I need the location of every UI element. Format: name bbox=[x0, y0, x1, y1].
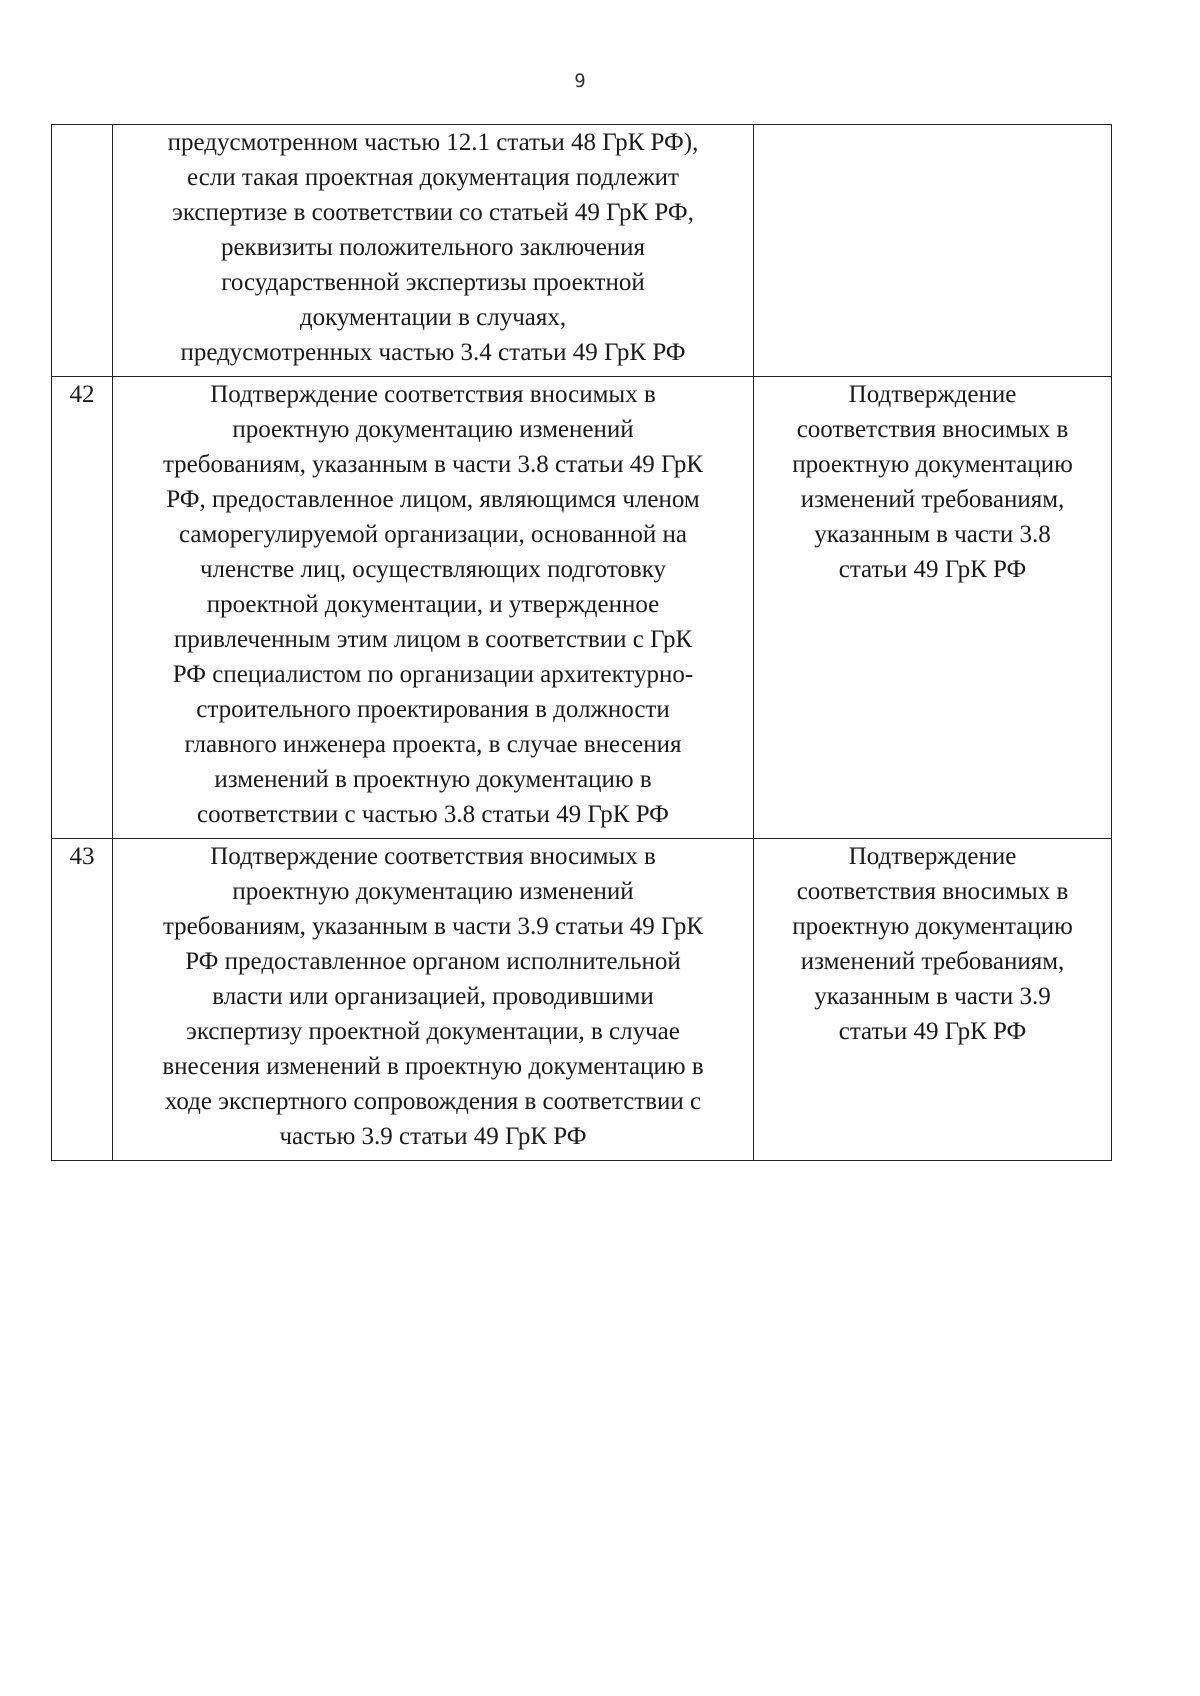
document-line: Подтверждение bbox=[848, 381, 1017, 408]
document-name-cell bbox=[754, 839, 1112, 1161]
row-number-cell bbox=[52, 377, 113, 839]
description-line: реквизиты положительного заключения bbox=[220, 234, 646, 261]
description-line: Подтверждение соответствия вносимых в bbox=[210, 381, 656, 408]
row-number-cell bbox=[52, 125, 113, 377]
description-line: требованиям, указанным в части 3.9 статьи 49 ГрК bbox=[162, 913, 704, 940]
description-line: проектную документацию изменений bbox=[232, 878, 634, 905]
description-line: Подтверждение соответствия вносимых в bbox=[210, 843, 656, 870]
description-line: строительного проектирования в должности bbox=[196, 696, 670, 723]
document-line: указанным в части 3.9 bbox=[814, 983, 1051, 1010]
row-number: 42 bbox=[69, 381, 95, 408]
document-name-cell bbox=[754, 377, 1112, 839]
description-line: предусмотренных частью 3.4 статьи 49 ГрК РФ bbox=[180, 339, 686, 366]
description-line: предусмотренном частью 12.1 статьи 48 ГрК РФ), bbox=[167, 129, 699, 156]
description-line: главного инженера проекта, в случае внесения bbox=[184, 731, 682, 758]
document-name-cell bbox=[754, 125, 1112, 377]
description-line: РФ специалистом по организации архитектурно- bbox=[172, 661, 694, 688]
document-line: изменений требованиям, bbox=[800, 486, 1065, 513]
table-row bbox=[52, 377, 1112, 839]
description-line: экспертизу проектной документации, в случае bbox=[186, 1018, 680, 1045]
document-line: соответствия вносимых в bbox=[796, 878, 1069, 905]
description-line: требованиям, указанным в части 3.8 статьи 49 ГрК bbox=[162, 451, 704, 478]
description-line: изменений в проектную документацию в bbox=[214, 766, 652, 793]
description-line: частью 3.9 статьи 49 ГрК РФ bbox=[279, 1123, 587, 1150]
table-row bbox=[52, 125, 1112, 377]
document-line: статьи 49 ГрК РФ bbox=[838, 1018, 1027, 1045]
description-line: внесения изменений в проектную документацию в bbox=[162, 1053, 704, 1080]
document-line: статьи 49 ГрК РФ bbox=[838, 556, 1027, 583]
table-row bbox=[52, 839, 1112, 1161]
description-line: проектную документацию изменений bbox=[232, 416, 634, 443]
requirements-table bbox=[51, 124, 1112, 1161]
requirement-description-cell bbox=[113, 125, 754, 377]
description-line: документации в случаях, bbox=[299, 304, 567, 331]
document-line: изменений требованиям, bbox=[800, 948, 1065, 975]
table-body bbox=[52, 125, 1112, 1161]
description-line: проектной документации, и утвержденное bbox=[206, 591, 660, 618]
description-line: ходе экспертного сопровождения в соответствии с bbox=[164, 1088, 702, 1115]
document-line: проектную документацию bbox=[792, 451, 1073, 478]
description-line: соответствии с частью 3.8 статьи 49 ГрК РФ bbox=[197, 801, 669, 828]
description-line: если такая проектная документация подлежит bbox=[187, 164, 679, 191]
description-line: экспертизе в соответствии со статьей 49 ГрК РФ, bbox=[172, 199, 694, 226]
document-line: соответствия вносимых в bbox=[796, 416, 1069, 443]
row-number-cell bbox=[52, 839, 113, 1161]
description-line: саморегулируемой организации, основанной на bbox=[178, 521, 688, 548]
requirement-description-cell bbox=[113, 839, 754, 1161]
requirement-description-cell bbox=[113, 377, 754, 839]
description-line: членстве лиц, осуществляющих подготовку bbox=[199, 556, 667, 583]
document-line: указанным в части 3.8 bbox=[814, 521, 1051, 548]
description-line: РФ предоставленное органом исполнительной bbox=[185, 948, 681, 975]
description-line: привлеченным этим лицом в соответствии с ГрК bbox=[173, 626, 693, 653]
description-line: РФ, предоставленное лицом, являющимся членом bbox=[166, 486, 700, 513]
row-number: 43 bbox=[69, 843, 95, 870]
document-line: Подтверждение bbox=[848, 843, 1017, 870]
description-line: власти или организацией, проводившими bbox=[212, 983, 654, 1010]
page-number: 9 bbox=[574, 70, 586, 92]
document-line: проектную документацию bbox=[792, 913, 1073, 940]
description-line: государственной экспертизы проектной bbox=[221, 269, 645, 296]
